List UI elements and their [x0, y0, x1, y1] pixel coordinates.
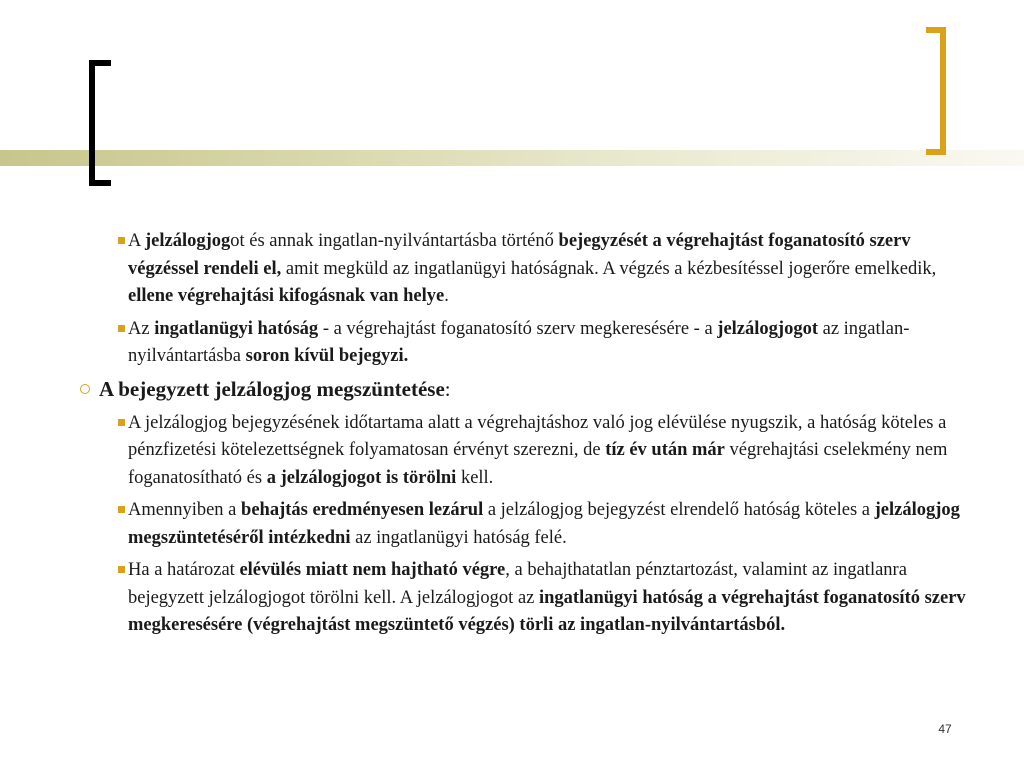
bullet-item-successful-collection: Amennyiben a behajtás eredményesen lezárul a jelzálogjog bejegyzést elrendelő hatóság köteles a jelzálogjog megszüntetéséről intézkedni az ingatlanügyi hatóság felé. [80, 497, 985, 552]
right-bracket-decoration [926, 27, 946, 155]
title-band [0, 150, 1024, 166]
section-heading-mortgage-termination: A bejegyzett jelzálogjog megszüntetése: [80, 376, 985, 402]
page-number: 47 [938, 722, 952, 736]
square-bullet-icon [118, 419, 125, 426]
bullet-item-expired-resolution: Ha a határozat elévülés miatt nem hajtható végre, a behajthatatlan pénztartozást, valamint az ingatlanra bejegyzett jelzálogjogot törölni kell. A jelzálogjogot az ingatlanügyi hatóság a végrehajtást foganatosító szerv megkeresésére (végrehajtást megszüntető végzés) törli az ingatlan-nyilvántartásból. [80, 557, 985, 640]
square-bullet-icon [118, 325, 125, 332]
slide-body [80, 228, 985, 645]
circle-bullet-icon [80, 384, 90, 394]
bullet-item-land-authority: Az ingatlanügyi hatóság - a végrehajtást foganatosító szerv megkeresésére - a jelzálogjogot az ingatlan-nyilvántartásba soron kívül bejegyzi. [80, 316, 985, 371]
left-bracket-decoration [89, 60, 111, 186]
square-bullet-icon [118, 506, 125, 513]
square-bullet-icon [118, 566, 125, 573]
square-bullet-icon [118, 237, 125, 244]
bullet-item-mortgage-registration: A jelzálogjogot és annak ingatlan-nyilvántartásba történő bejegyzését a végrehajtást foganatosító szerv végzéssel rendeli el, amit megküld az ingatlanügyi hatóságnak. A végzés a kézbesítéssel jogerőre emelkedik, ellene végrehajtási kifogásnak van helye. [80, 228, 985, 311]
bullet-item-limitation-period: A jelzálogjog bejegyzésének időtartama alatt a végrehajtáshoz való jog elévülése nyugszik, a hatóság köteles a pénzfizetési kötelezettségnek folyamatosan érvényt szerezni, de tíz év után már végrehajtási cselekmény nem foganatosítható és a jelzálogjogot is törölni kell. [80, 410, 985, 493]
